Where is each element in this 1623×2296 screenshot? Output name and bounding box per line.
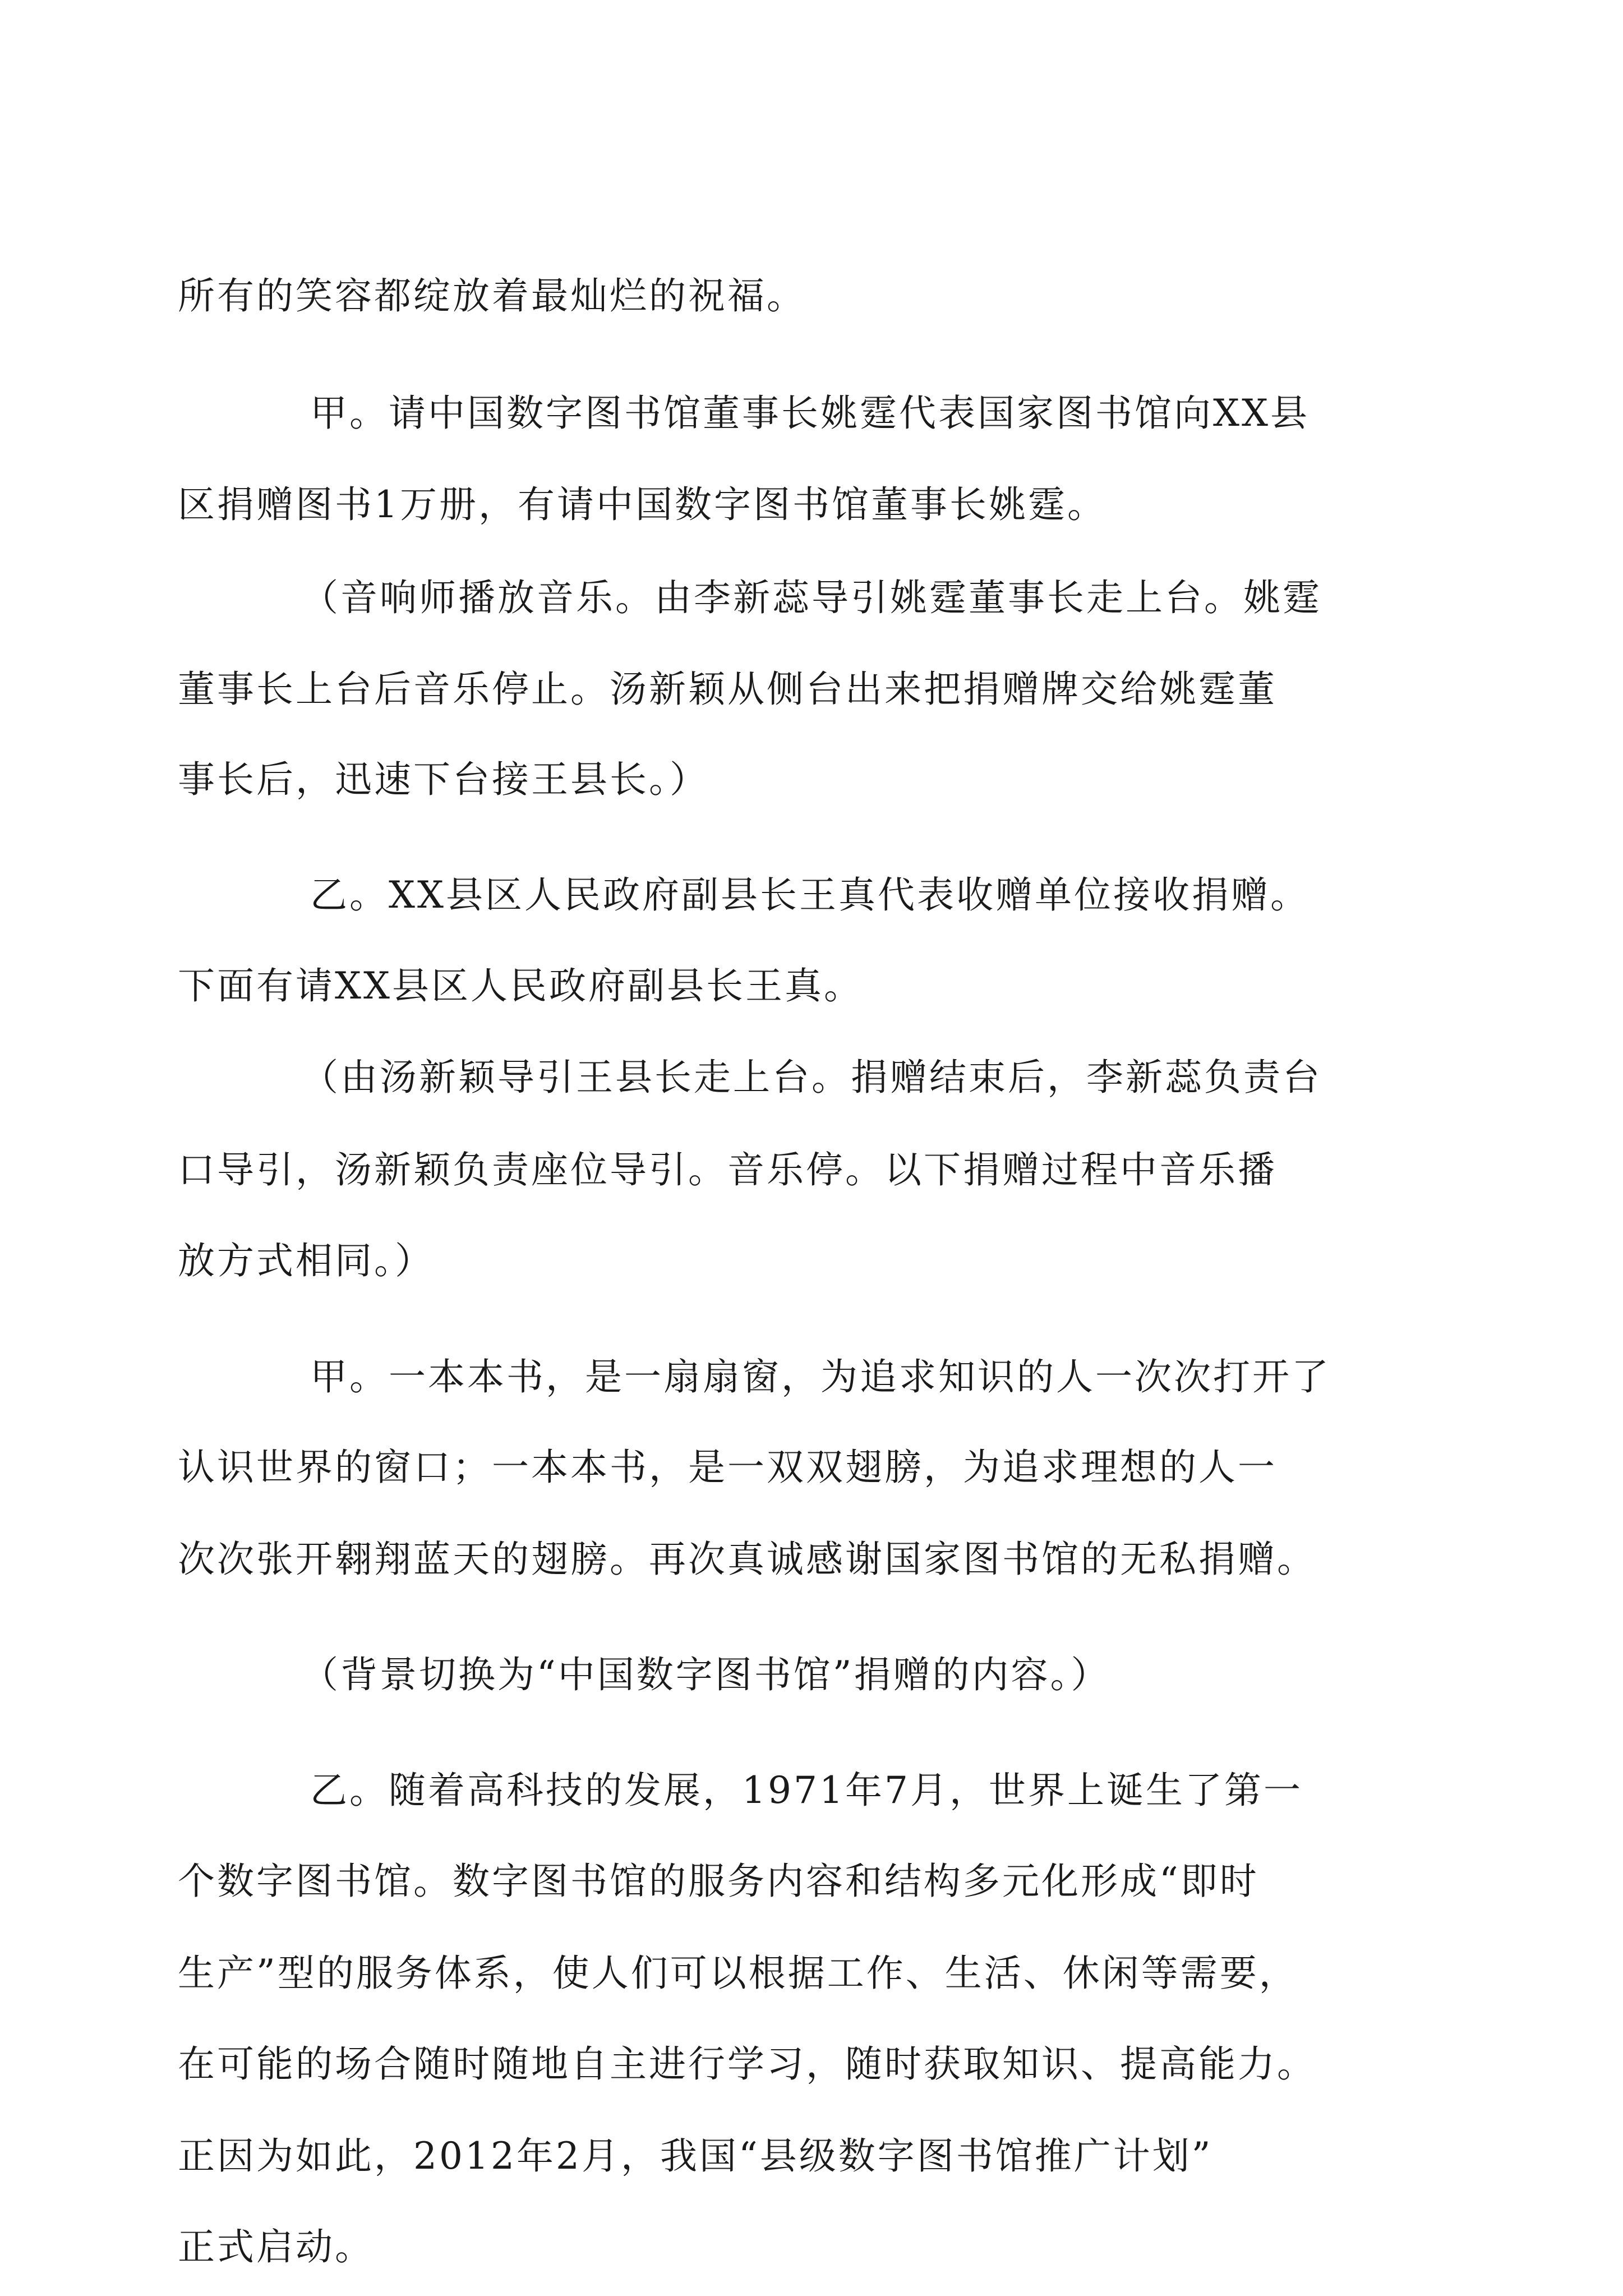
text-line: 个数字图书馆。数字图书馆的服务内容和结构多元化形成“即时 bbox=[178, 1860, 1259, 1903]
text-line: 区捐赠图书1万册，有请中国数字图书馆董事长姚霆。 bbox=[178, 483, 1106, 526]
text-line: 放方式相同。） bbox=[178, 1239, 434, 1282]
text-line: 下面有请XX县区人民政府副县长王真。 bbox=[178, 964, 863, 1007]
text-line: 所有的笑容都绽放着最灿烂的祝福。 bbox=[178, 274, 806, 318]
text-line: 董事长上台后音乐停止。汤新颖从侧台出来把捐赠牌交给姚霆董 bbox=[178, 668, 1277, 711]
text-line: 甲。一本本书，是一扇扇窗，为追求知识的人一次次打开了 bbox=[310, 1355, 1331, 1398]
text-line: 次次张开翱翔蓝天的翅膀。再次真诚感谢国家图书馆的无私捐赠。 bbox=[178, 1538, 1316, 1581]
text-line: 正式启动。 bbox=[178, 2225, 374, 2269]
text-line: 口导引，汤新颖负责座位导引。音乐停。以下捐赠过程中音乐播 bbox=[178, 1148, 1277, 1191]
text-line: 生产”型的服务体系，使人们可以根据工作、生活、休闲等需要， bbox=[178, 1952, 1298, 1995]
text-line: 在可能的场合随时随地自主进行学习，随时获取知识、提高能力。 bbox=[178, 2042, 1316, 2086]
text-line: 乙。XX县区人民政府副县长王真代表收赠单位接收捐赠。 bbox=[310, 873, 1310, 917]
text-line: （音响师播放音乐。由李新蕊导引姚霆董事长走上台。姚霆 bbox=[301, 576, 1322, 619]
text-line: 乙。随着高科技的发展，1971年7月，世界上诞生了第一 bbox=[310, 1769, 1303, 1812]
text-line: 正因为如此，2012年2月，我国“县级数字图书馆推广计划” bbox=[178, 2134, 1213, 2178]
text-line: 事长后，迅速下台接王县长。） bbox=[178, 758, 709, 801]
text-line: 甲。请中国数字图书馆董事长姚霆代表国家图书馆向XX县 bbox=[310, 392, 1310, 435]
text-line: （背景切换为“中国数字图书馆”捐赠的内容。） bbox=[301, 1653, 1110, 1696]
text-line: （由汤新颖导引王县长走上台。捐赠结束后，李新蕊负责台 bbox=[301, 1056, 1322, 1099]
text-line: 认识世界的窗口；一本本书，是一双双翅膀，为追求理想的人一 bbox=[178, 1446, 1277, 1489]
